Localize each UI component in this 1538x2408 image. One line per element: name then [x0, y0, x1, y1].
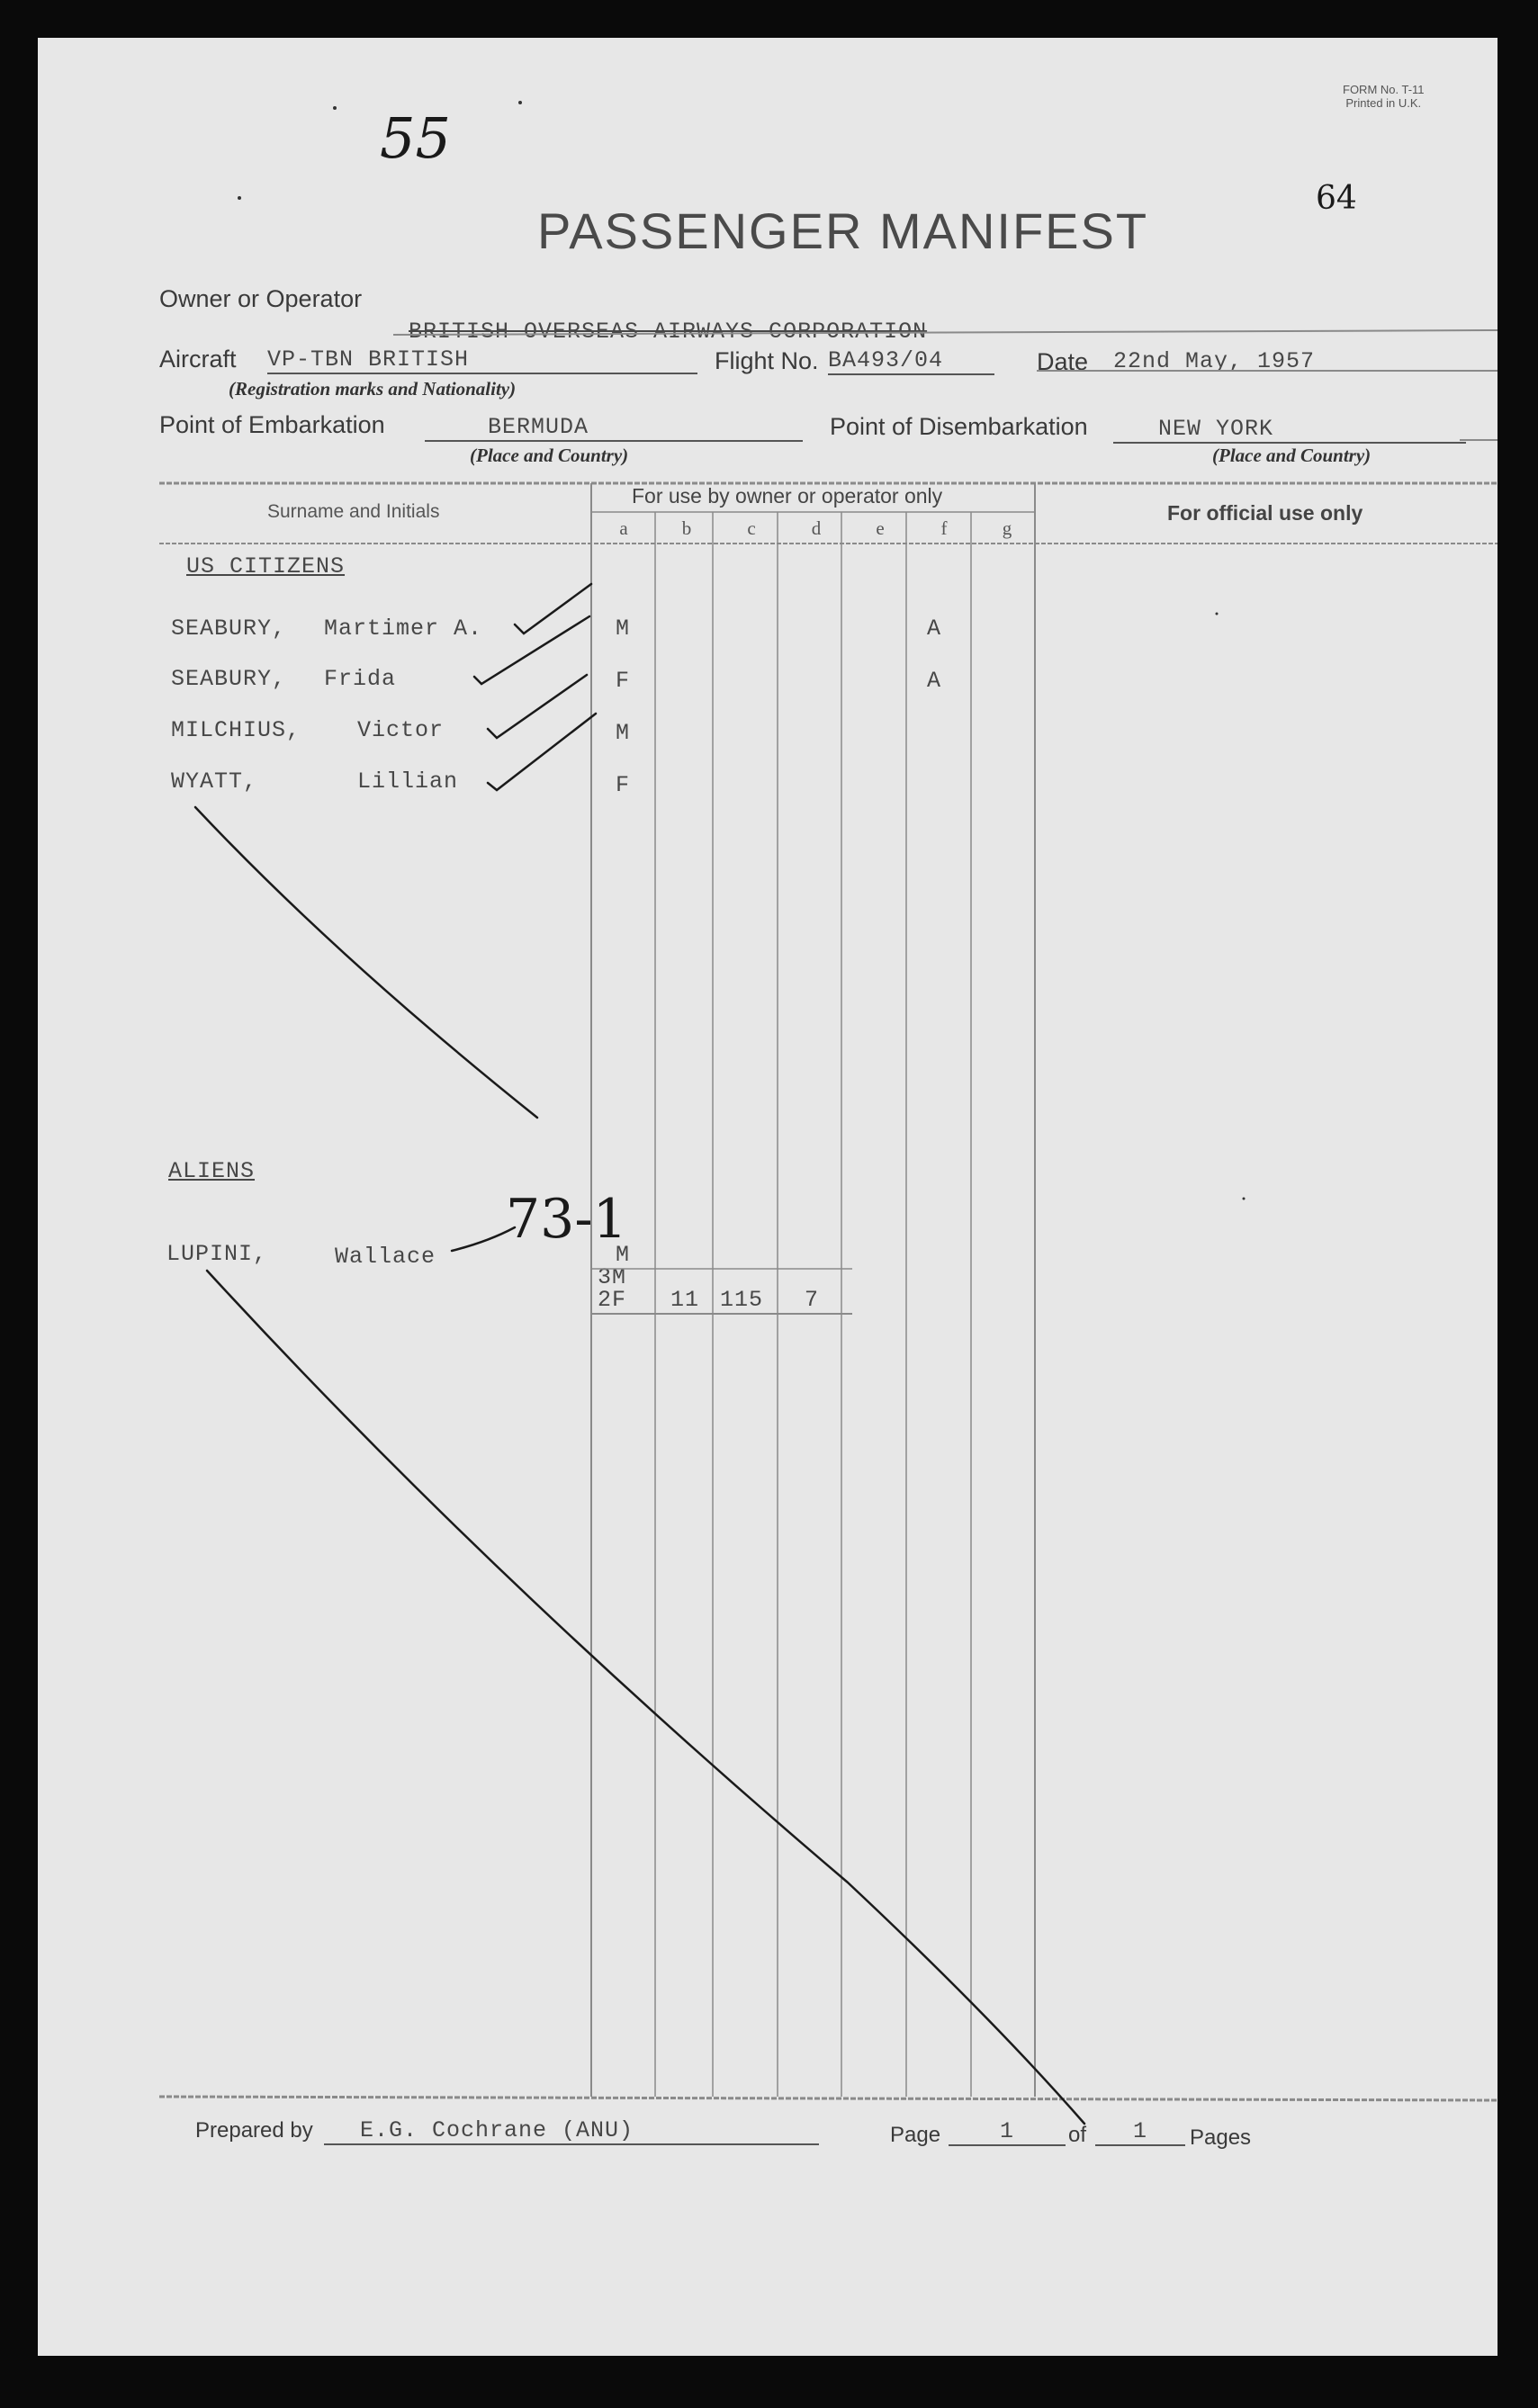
passenger-surname: MILCHIUS,: [171, 717, 301, 743]
aircraft-sub: (Registration marks and Nationality): [229, 378, 517, 400]
surname-header: Surname and Initials: [267, 501, 440, 522]
passenger-surname: LUPINI,: [166, 1241, 268, 1267]
aircraft-value: VP-TBN BRITISH: [267, 346, 697, 374]
prepared-value: E.G. Cochrane (ANU): [324, 2117, 819, 2145]
page-value: 1: [949, 2118, 1066, 2146]
aircraft-label: Aircraft: [159, 346, 237, 373]
col-c-header: c: [747, 517, 756, 539]
col-b-header: b: [681, 517, 692, 539]
passenger-given: Frida: [324, 666, 397, 692]
passenger-col-a: M: [616, 615, 631, 642]
page-label: Page: [890, 2123, 941, 2147]
totals-col-b: 11: [670, 1287, 700, 1313]
form-id-number: FORM No. T-11: [1343, 83, 1425, 96]
passenger-col-a: M: [616, 720, 631, 746]
of-value: 1: [1095, 2118, 1185, 2146]
embark-sub: (Place and Country): [470, 445, 629, 466]
pages-label: Pages: [1190, 2125, 1252, 2150]
disembark-label: Point of Disembarkation: [830, 413, 1088, 440]
official-header: For official use only: [1167, 501, 1363, 525]
date-label: Date: [1037, 348, 1089, 375]
passenger-col-f: A: [927, 615, 942, 642]
col-g-header: g: [1002, 517, 1012, 539]
section-us-citizens: US CITIZENS: [186, 553, 346, 580]
passenger-given: Lillian: [357, 768, 459, 795]
owner-label: Owner or Operator: [159, 285, 363, 312]
passenger-col-f: A: [927, 668, 942, 694]
date-value: 22nd May, 1957: [1113, 348, 1316, 374]
of-label: of: [1068, 2123, 1087, 2147]
passenger-surname: SEABURY,: [171, 615, 287, 642]
form-lines: [38, 38, 1498, 2356]
form-id-printed: Printed in U.K.: [1345, 96, 1422, 110]
passenger-col-a: M: [616, 1242, 631, 1268]
passenger-given: Wallace: [335, 1244, 436, 1270]
col-e-header: e: [876, 517, 885, 539]
totals-col-d: 7: [805, 1287, 820, 1313]
col-f-header: f: [940, 517, 948, 539]
flight-value: BA493/04: [828, 347, 994, 375]
page-title: PASSENGER MANIFEST: [537, 202, 1149, 259]
passenger-col-a: F: [616, 772, 631, 798]
prepared-label: Prepared by: [195, 2118, 313, 2143]
disembark-sub: (Place and Country): [1212, 445, 1372, 466]
handwritten-top-number: 55: [380, 105, 451, 171]
embark-label: Point of Embarkation: [159, 411, 385, 438]
owner-use-header: For use by owner or operator only: [632, 484, 943, 508]
disembark-value: NEW YORK: [1113, 416, 1466, 444]
passenger-surname: WYATT,: [171, 768, 258, 795]
embark-value: BERMUDA: [425, 414, 803, 442]
passenger-col-a: F: [616, 668, 631, 694]
handwritten-annotation: 73-1: [506, 1188, 627, 1251]
col-d-header: d: [811, 517, 822, 539]
col-a-header: a: [619, 517, 628, 539]
passenger-given: Martimer A.: [324, 615, 483, 642]
flight-label: Flight No.: [715, 347, 819, 374]
passenger-surname: SEABURY,: [171, 666, 287, 692]
totals-a-line1: 3M: [598, 1264, 627, 1290]
manifest-sheet: [38, 38, 1498, 2356]
section-aliens: ALIENS: [168, 1158, 256, 1184]
totals-a-line2: 2F: [598, 1287, 627, 1313]
owner-value: BRITISH OVERSEAS AIRWAYS CORPORATION: [409, 319, 928, 345]
passenger-given: Victor: [357, 717, 445, 743]
totals-col-c: 115: [720, 1287, 764, 1313]
handwritten-page-number: 64: [1316, 180, 1357, 217]
